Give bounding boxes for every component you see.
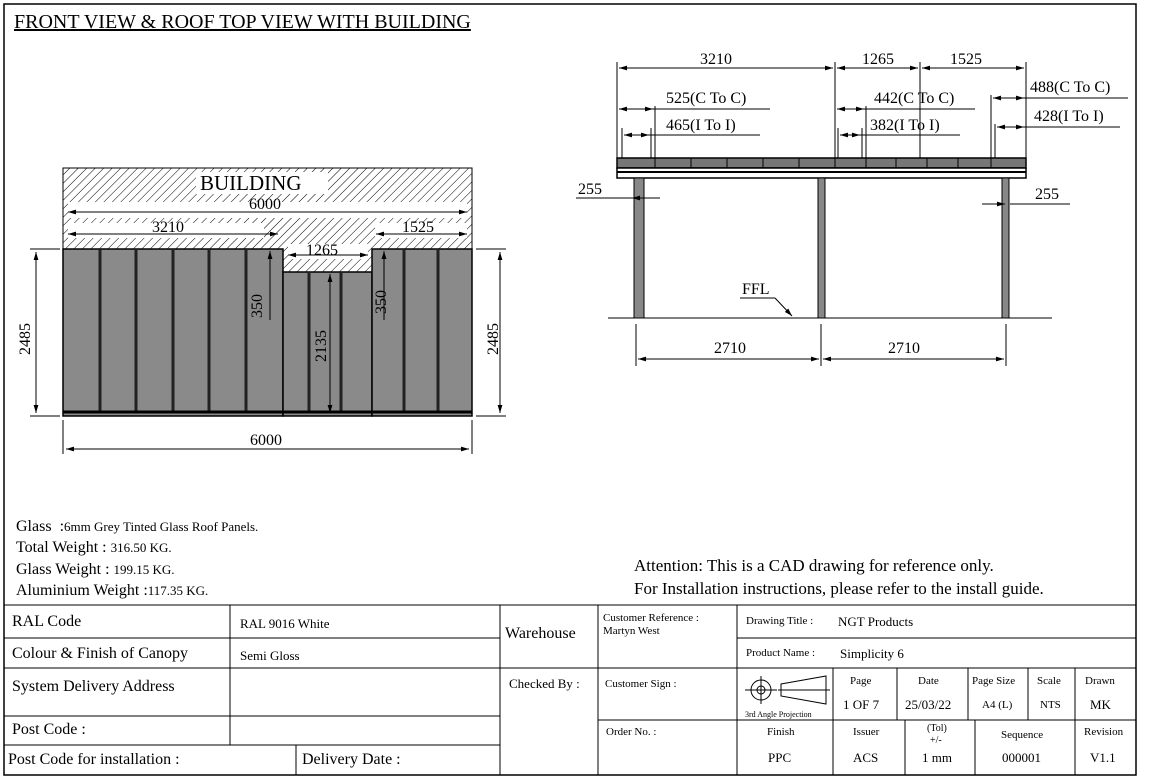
roof-glass bbox=[617, 158, 1026, 168]
finish-value: Semi Gloss bbox=[240, 648, 300, 663]
dim-itoi-left: 465(I To I) bbox=[666, 117, 736, 134]
drawing-title: FRONT VIEW & ROOF TOP VIEW WITH BUILDING bbox=[14, 11, 471, 33]
dim-top-left: 3210 bbox=[700, 51, 732, 68]
dim-overhang-right: 255 bbox=[1035, 186, 1059, 203]
customer-sign-label: Customer Sign : bbox=[605, 678, 677, 690]
finish-code-value: PPC bbox=[768, 750, 792, 765]
product-name-value: Simplicity 6 bbox=[840, 646, 904, 661]
drawing-title-value: NGT Products bbox=[838, 614, 914, 629]
dim-ctoc-right: 488(C To C) bbox=[1030, 79, 1111, 96]
dim-inner-height: 2135 bbox=[313, 330, 330, 362]
dim-top-mid: 1265 bbox=[862, 51, 894, 68]
dim-bay-right: 2710 bbox=[888, 340, 920, 357]
dim-left-height: 2485 bbox=[17, 323, 34, 355]
product-name-label: Product Name : bbox=[746, 647, 816, 659]
canopy-right-section bbox=[372, 249, 472, 416]
post-rear bbox=[1002, 178, 1009, 318]
drawn-label: Drawn bbox=[1085, 675, 1115, 687]
issuer-value: ACS bbox=[853, 750, 879, 765]
tol-value: 1 mm bbox=[922, 750, 952, 765]
dim-right-height: 2485 bbox=[485, 323, 502, 355]
revision-value: V1.1 bbox=[1090, 750, 1116, 765]
dim-right-span: 1525 bbox=[402, 219, 434, 236]
spec-glass: Glass :6mm Grey Tinted Glass Roof Panels. bbox=[16, 518, 259, 535]
dim-itoi-mid: 382(I To I) bbox=[870, 117, 940, 134]
attention-line-2: For Installation instructions, please refer to the install guide. bbox=[634, 579, 1044, 598]
date-label: Date bbox=[918, 675, 939, 687]
customer-reference-value: Martyn West bbox=[603, 625, 660, 637]
dim-notch-right: 350 bbox=[373, 290, 390, 314]
scale-value: NTS bbox=[1040, 699, 1061, 711]
ral-value: RAL 9016 White bbox=[240, 616, 330, 631]
spec-aluminium-weight: Aluminium Weight :117.35 KG. bbox=[16, 582, 209, 599]
dim-top-right: 1525 bbox=[950, 51, 982, 68]
page-label: Page bbox=[850, 675, 872, 687]
dim-mid-span: 1265 bbox=[306, 242, 338, 259]
scale-label: Scale bbox=[1037, 675, 1061, 687]
post-middle bbox=[818, 178, 825, 318]
dim-itoi-right: 428(I To I) bbox=[1034, 108, 1104, 125]
finish-code-label: Finish bbox=[767, 726, 795, 738]
install-postcode-label: Post Code for installation : bbox=[8, 751, 180, 768]
page-size-value: A4 (L) bbox=[982, 699, 1013, 711]
customer-reference-label: Customer Reference : bbox=[603, 612, 699, 624]
page-value: 1 OF 7 bbox=[843, 697, 880, 712]
building-label: BUILDING bbox=[200, 171, 302, 195]
dim-bottom-width: 6000 bbox=[250, 432, 282, 449]
drawn-value: MK bbox=[1090, 697, 1111, 712]
warehouse-label: Warehouse bbox=[505, 625, 576, 642]
tol-label: (Tol) bbox=[927, 723, 947, 734]
checked-by-label: Checked By : bbox=[509, 676, 580, 691]
projection-symbol bbox=[745, 676, 830, 704]
sequence-label: Sequence bbox=[1001, 729, 1044, 741]
projection-label: 3rd Angle Projection bbox=[745, 710, 812, 719]
page-size-label: Page Size bbox=[972, 675, 1016, 687]
issuer-label: Issuer bbox=[853, 726, 880, 738]
finish-label: Colour & Finish of Canopy bbox=[12, 645, 189, 662]
spec-glass-weight: Glass Weight : 199.15 KG. bbox=[16, 561, 175, 578]
spec-total-weight: Total Weight : 316.50 KG. bbox=[16, 539, 172, 556]
attention-line-1: Attention: This is a CAD drawing for reference only. bbox=[634, 556, 994, 575]
dim-notch-left: 350 bbox=[249, 294, 266, 318]
dim-ctoc-left: 525(C To C) bbox=[666, 90, 747, 107]
sequence-value: 000001 bbox=[1002, 750, 1041, 765]
date-value: 25/03/22 bbox=[905, 697, 952, 712]
post-front bbox=[634, 178, 644, 318]
order-no-label: Order No. : bbox=[606, 726, 657, 738]
dim-left-span: 3210 bbox=[152, 219, 184, 236]
dim-bay-left: 2710 bbox=[714, 340, 746, 357]
delivery-date-label: Delivery Date : bbox=[302, 751, 401, 768]
delivery-address-label: System Delivery Address bbox=[12, 678, 175, 695]
post-code-label: Post Code : bbox=[12, 721, 86, 738]
ral-label: RAL Code bbox=[12, 613, 82, 630]
dim-overhang-left: 255 bbox=[578, 181, 602, 198]
dim-ctoc-mid: 442(C To C) bbox=[874, 90, 955, 107]
drawing-title-label: Drawing Title : bbox=[746, 615, 814, 627]
tol-plus-minus: +/- bbox=[930, 735, 942, 746]
revision-label: Revision bbox=[1084, 726, 1124, 738]
ffl-label: FFL bbox=[742, 281, 770, 298]
dim-building-width: 6000 bbox=[249, 196, 281, 213]
